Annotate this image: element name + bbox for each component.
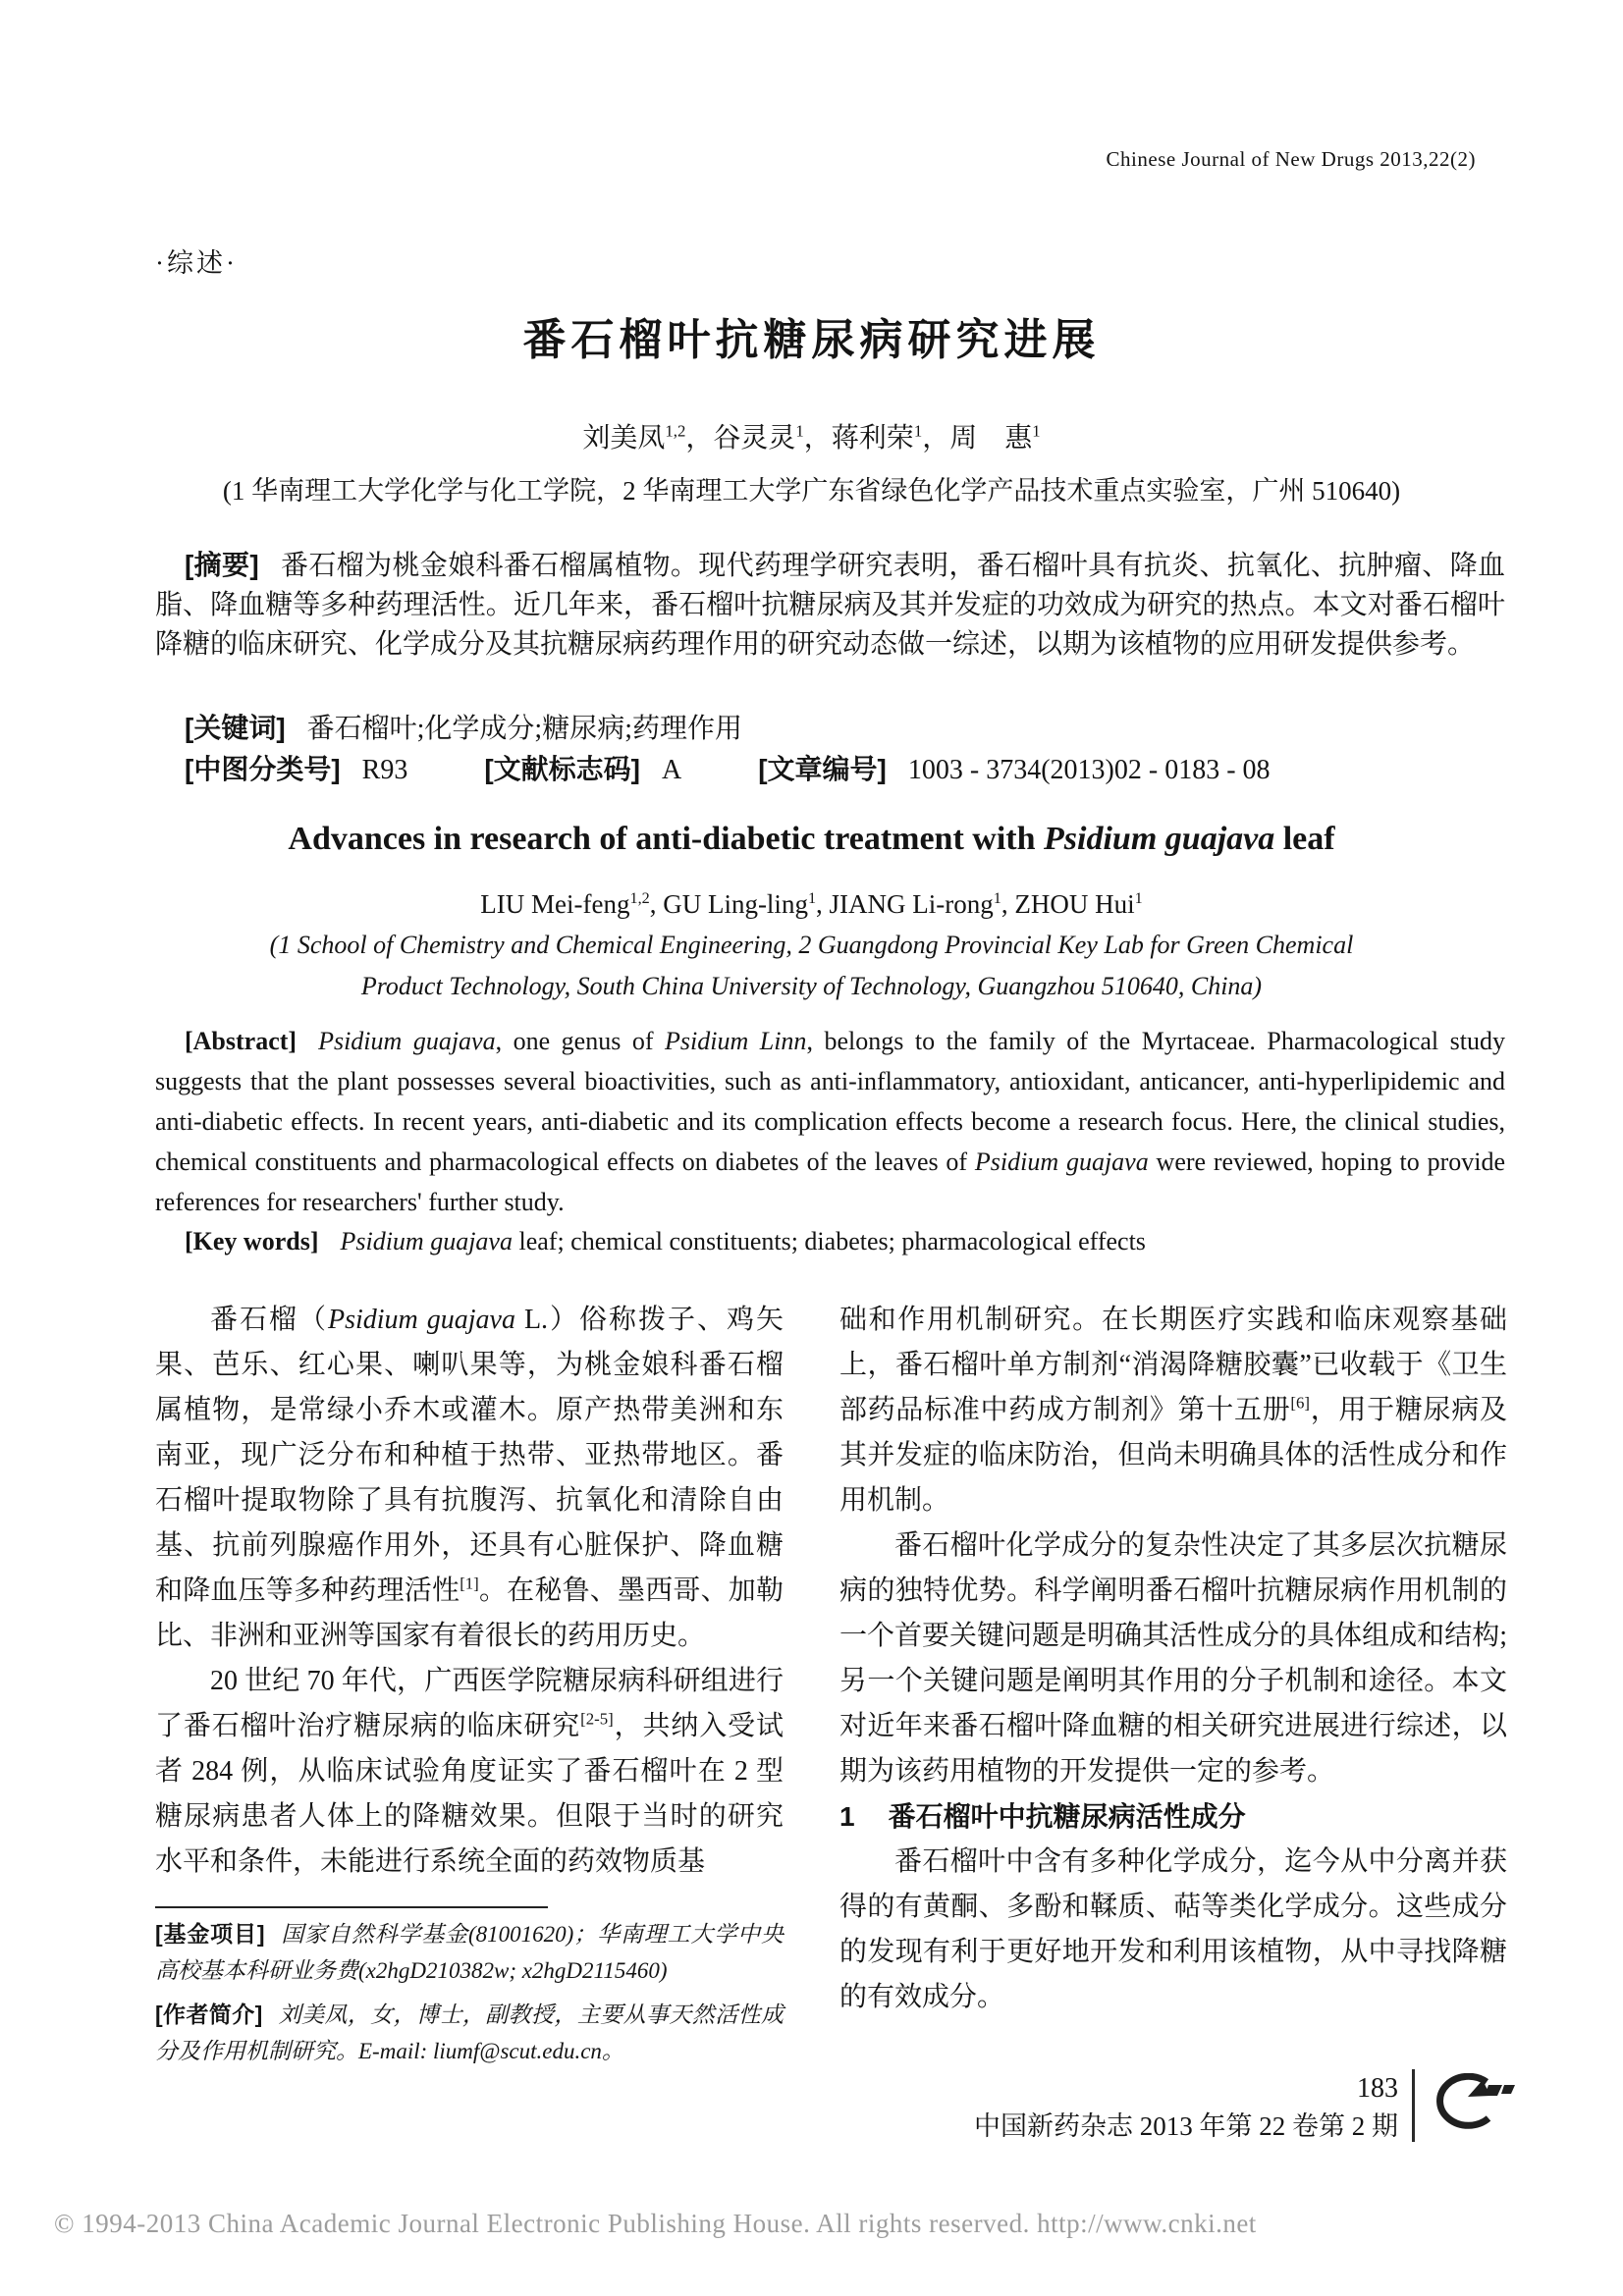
clc-value: R93	[361, 755, 408, 785]
section-1-number: 1	[839, 1801, 855, 1832]
keywords-zh-text: 番石榴叶;化学成分;糖尿病;药理作用	[306, 714, 742, 744]
footer-divider-bar	[1412, 2069, 1415, 2142]
keywords-en-label: [Key words]	[185, 1227, 319, 1255]
article-title-zh: 番石榴叶抗糖尿病研究进展	[522, 316, 1101, 364]
keywords-zh-label: [关键词]	[185, 713, 286, 743]
abstract-zh-text: 番石榴为桃金娘科番石榴属植物。现代药理学研究表明，番石榴叶具有抗炎、抗氧化、抗肿瘤、降血脂、降血糖等多种药理活性。近几年来，番石榴叶抗糖尿病及其并发症的功效成为研究的热点。本文对番石榴叶降糖的临床研究、化学成分及其抗糖尿病药理作用的研究动态做一综述，以期为该植物的应用研发提供参考。	[155, 551, 1505, 660]
affiliation-zh: (1 华南理工大学化学与化工学院，2 华南理工大学广东省绿色化学产品技术重点实验室，广州 510640)	[222, 476, 1401, 506]
abstract-en	[155, 1021, 1505, 1222]
column-section-label: ·综述·	[155, 248, 238, 278]
caj-copyright-line: © 1994-2013 China Academic Journal Electronic Publishing House. All rights reserved. http://www.cnki.net	[54, 2209, 1257, 2238]
body-column-left	[155, 1298, 784, 2069]
footer-journal-line: 中国新药杂志 2013 年第 22 卷第 2 期	[974, 2111, 1398, 2141]
article-title-en: Advances in research of anti-diabetic treatment with Psidium guajava leaf	[288, 821, 1335, 857]
authors-en: LIU Mei-feng$^{1,2}$, GU Ling-ling$^1$, JIANG Li-rong$^1$, ZHOU Hui$^1$	[480, 889, 1143, 919]
footnote-bio-text: 刘美凤，女，博士，副教授，主要从事天然活性成分及作用机制研究。E-mail: liumf@scut.edu.cn。	[155, 2002, 784, 2063]
abstract-zh-label: [摘要]	[185, 550, 259, 580]
running-head-journal: Chinese Journal of New Drugs 2013,22(2)	[1106, 147, 1476, 171]
affiliation-en-line2: Product Technology, South China University of Technology, Guangzhou 510640, China)	[360, 972, 1263, 1000]
journal-logo-icon	[1426, 2073, 1516, 2138]
abstract-zh	[155, 546, 1505, 665]
body-paragraph: 番石榴叶化学成分的复杂性决定了其多层次抗糖尿病的独特优势。科学阐明番石榴叶抗糖尿病作用机制的一个首要关键问题是明确其活性成分的具体组成和结构;另一个关键问题是阐明其作用的分子机制和途径。本文对近年来番石榴叶降血糖的相关研究进展进行综述，以期为该药用植物的开发提供一定的参考。	[839, 1530, 1507, 1787]
footnote-divider	[155, 1906, 548, 1908]
doc-code-value: A	[662, 755, 682, 785]
footnote-fund-text: 国家自然科学基金(81001620)；华南理工大学中央高校基本科研业务费(x2hgD210382w; x2hgD2115460)	[155, 1922, 784, 1983]
authors-zh: 刘美凤$^{1,2}$，谷灵灵$^1$，蒋利荣$^1$，周 惠$^1$	[582, 421, 1041, 454]
keywords-en-text: Psidium guajava leaf; chemical constituents; diabetes; pharmacological effects	[340, 1227, 1146, 1255]
keywords-en	[155, 1227, 1505, 1256]
footnote-author-bio	[155, 1997, 784, 2069]
doc-code-label: [文献标志码]	[484, 754, 640, 784]
body-column-right	[839, 1298, 1507, 2020]
page-number: 183	[1357, 2073, 1398, 2104]
affiliation-en-line1: (1 School of Chemistry and Chemical Engineering, 2 Guangdong Provincial Key Lab for Green Chemical	[269, 931, 1354, 959]
footnote-bio-label: [作者简介]	[155, 2002, 263, 2027]
abstract-en-text: Psidium guajava, one genus of Psidium Linn, belongs to the family of the Myrtaceae. Pharmacological study suggests that the plant possesses several bioactivities, such as anti-inflammatory, antioxidant, anticancer, anti-hyperlipidemic and anti-diabetic effects. In recent years, anti-diabetic and its complication effects become a research focus. Here, the clinical studies, chemical constituents and pharmacological effects on diabetes of the leaves of Psidium guajava were reviewed, hoping to provide references for researchers' further study.	[155, 1027, 1505, 1216]
body-paragraph: 础和作用机制研究。在长期医疗实践和临床观察基础上，番石榴叶单方制剂“消渴降糖胶囊”已收载于《卫生部药品标准中药成方制剂》第十五册[6]，用于糖尿病及其并发症的临床防治，但尚未明确具体的活性成分和作用机制。	[839, 1305, 1507, 1516]
footnote-fund	[155, 1916, 784, 1989]
body-paragraph: 番石榴（Psidium guajava L.）俗称拨子、鸡矢果、芭乐、红心果、喇叭果等，为桃金娘科番石榴属植物，是常绿小乔木或灌木。原产热带美洲和东南亚，现广泛分布和种植于热带、亚热带地区。番石榴叶提取物除了具有抗腹泻、抗氧化和清除自由基、抗前列腺癌作用外，还具有心脏保护、降血糖和降血压等多种药理活性[1]。在秘鲁、墨西哥、加勒比、非洲和亚洲等国家有着很长的药用历史。	[155, 1305, 784, 1651]
section-1-heading	[839, 1794, 1507, 1840]
abstract-en-label: [Abstract]	[185, 1027, 298, 1055]
body-paragraph: 20 世纪 70 年代，广西医学院糖尿病科研组进行了番石榴叶治疗糖尿病的临床研究[2-5]，共纳入受试者 284 例，从临床试验角度证实了番石榴叶在 2 型糖尿病患者人体上的降糖效果。但限于当时的研究水平和条件，未能进行系统全面的药效物质基	[155, 1666, 784, 1877]
clc-label: [中图分类号]	[185, 754, 341, 784]
body-paragraph: 番石榴叶中含有多种化学成分，迄今从中分离并获得的有黄酮、多酚和鞣质、萜等类化学成分。这些成分的发现有利于更好地开发和利用该植物，从中寻找降糖的有效成分。	[839, 1846, 1507, 2012]
footnote-fund-label: [基金项目]	[155, 1921, 265, 1947]
article-no-label: [文章编号]	[758, 754, 887, 784]
article-no-value: 1003 - 3734(2013)02 - 0183 - 08	[907, 755, 1271, 785]
keywords-zh	[155, 707, 1505, 746]
section-1-title: 番石榴叶中抗糖尿病活性成分	[888, 1801, 1246, 1832]
classification-line	[155, 748, 1505, 787]
